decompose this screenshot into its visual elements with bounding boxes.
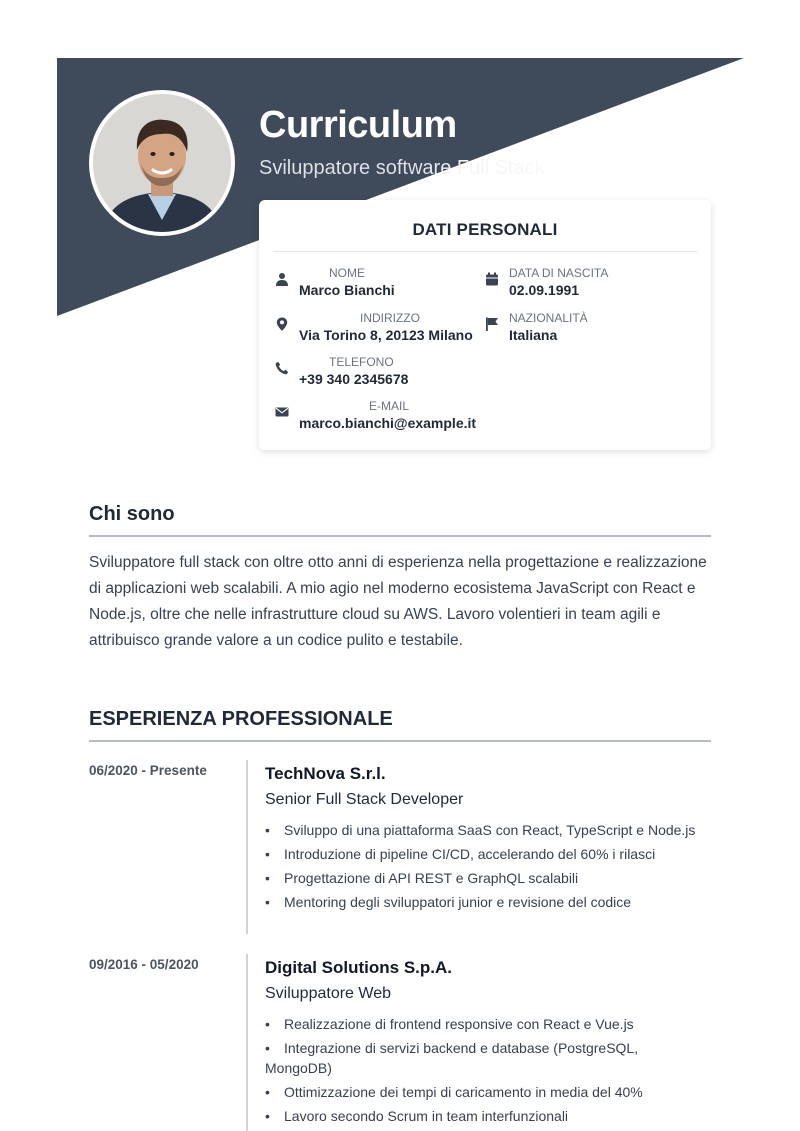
- list-item: • Realizzazione di frontend responsive con React e Vue.js: [265, 1016, 634, 1032]
- field-address: [275, 311, 485, 347]
- field-email: [275, 399, 575, 435]
- flag-icon: [485, 317, 499, 331]
- about-divider: [89, 535, 711, 537]
- job-bullet-list: [265, 820, 705, 916]
- experience-divider: [89, 740, 711, 742]
- field-birthdate-value: 02.09.1991: [509, 282, 580, 298]
- personal-data-card: [259, 200, 711, 450]
- page-subtitle: Sviluppatore software Full Stack: [259, 157, 545, 179]
- card-title: DATI PERSONALI: [412, 220, 558, 239]
- field-address-label: INDIRIZZO: [360, 311, 420, 325]
- field-birthdate-label: DATA DI NASCITA: [509, 266, 609, 280]
- list-item: • Progettazione di API REST e GraphQL scalabili: [265, 870, 579, 886]
- field-nationality-label: NAZIONALITÀ: [509, 311, 588, 325]
- phone-icon: [275, 361, 289, 375]
- list-item: • Sviluppo di una piattaforma SaaS con React, TypeScript e Node.js: [265, 822, 696, 838]
- field-birthdate: [485, 266, 695, 302]
- field-email-label: E-MAIL: [369, 399, 410, 413]
- list-item: • Introduzione di pipeline CI/CD, accelerando del 60% i rilasci: [265, 846, 656, 862]
- card-divider: [273, 251, 697, 252]
- job-company: Digital Solutions S.p.A.: [265, 958, 452, 977]
- list-item: • Integrazione di servizi backend e database (PostgreSQL, MongoDB): [265, 1040, 639, 1076]
- job-date: 09/2016 - 05/2020: [89, 957, 199, 972]
- field-address-value: Via Torino 8, 20123 Milano: [299, 327, 473, 343]
- field-email-value: marco.bianchi@example.it: [299, 415, 477, 431]
- job-role: Sviluppatore Web: [265, 985, 391, 1002]
- field-phone-value: +39 340 2345678: [299, 371, 409, 387]
- about-text: Sviluppatore full stack con oltre otto anni di esperienza nella progettazione e realizzazione di applicazioni web scalabili. A mio agio nel moderno ecosistema JavaScript con React e Node.js, oltre che nelle infrastrutture cloud su AWS. Lavoro volentieri in team agili e attribuisco grande valore a un codice pulito e testabile.: [89, 554, 707, 649]
- list-item: • Mentoring degli sviluppatori junior e revisione del codice: [265, 894, 632, 910]
- location-pin-icon: [275, 317, 289, 331]
- field-phone: [275, 355, 485, 391]
- profile-photo: [89, 90, 235, 236]
- list-item: • Lavoro secondo Scrum in team interfunzionali: [265, 1108, 569, 1124]
- job-timeline-line: [246, 954, 248, 1131]
- field-nationality-value: Italiana: [509, 327, 558, 343]
- field-name: [275, 266, 485, 302]
- job-role: Senior Full Stack Developer: [265, 791, 464, 808]
- calendar-icon: [485, 272, 499, 286]
- job-date: 06/2020 - Presente: [89, 763, 207, 778]
- field-nationality: [485, 311, 695, 347]
- field-phone-label: TELEFONO: [329, 355, 394, 369]
- about-title: Chi sono: [89, 503, 175, 525]
- job-company: TechNova S.r.l.: [265, 764, 386, 783]
- job-timeline-line: [246, 760, 248, 934]
- job-bullet-list: [265, 1014, 705, 1130]
- field-name-label: NOME: [329, 266, 365, 280]
- person-icon: [275, 272, 289, 286]
- list-item: • Ottimizzazione dei tempi di caricamento in media del 40%: [265, 1084, 643, 1100]
- envelope-icon: [275, 405, 289, 419]
- page-title: Curriculum: [259, 104, 457, 146]
- experience-title: ESPERIENZA PROFESSIONALE: [89, 708, 393, 730]
- field-name-value: Marco Bianchi: [299, 282, 395, 298]
